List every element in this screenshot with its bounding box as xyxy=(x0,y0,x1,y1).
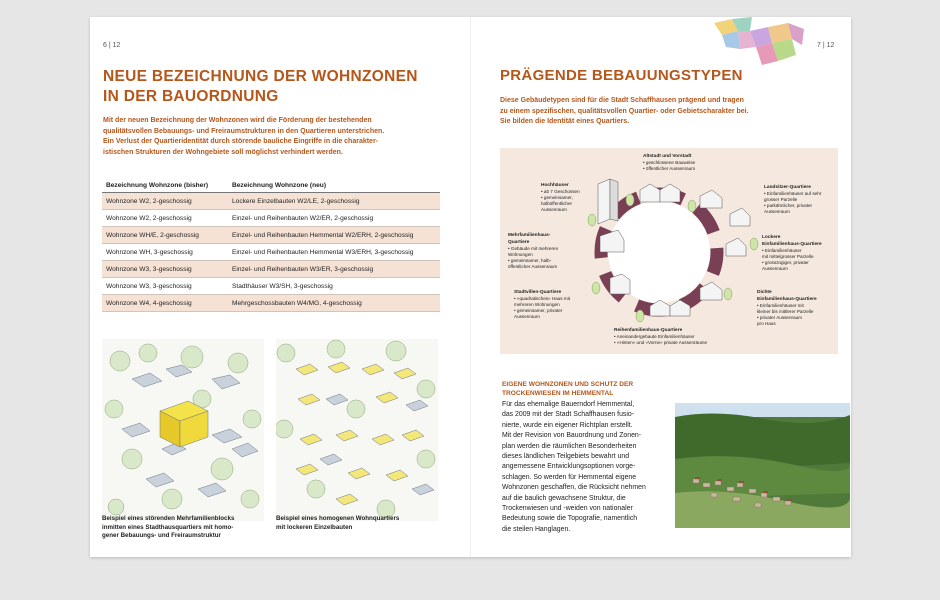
hemmental-aerial-photo xyxy=(675,403,850,528)
label-line: halböffentlicher xyxy=(541,201,573,206)
page-number-right: 7 | 12 xyxy=(817,42,835,49)
label-line: • privater Aussenraum xyxy=(757,315,803,320)
cell-old: Wohnzone W3, 3-geschossig xyxy=(102,278,228,295)
label-line: • Aneinandergebaute Einfamilienhäuser xyxy=(614,334,695,339)
label-hochhaeuser-title: Hochhäuser xyxy=(541,183,569,188)
label-line: Einfamilienhaus-Quartiere xyxy=(762,242,822,247)
cell-old: Wohnzone W2, 2-geschossig xyxy=(102,210,228,227)
brochure-spread xyxy=(90,17,851,557)
body-line: Wohnzonen geschaffen, die Rücksicht nehmen xyxy=(502,484,646,492)
lead-line: Ein Verlust der Quartieridentität durch störende bauliche Eingriffe in die charakter- xyxy=(103,138,379,145)
label-lockere xyxy=(762,234,822,272)
label-dichte-title: Dichte xyxy=(757,290,772,295)
label-line: • Gebäude mit mehreren xyxy=(508,246,559,251)
lead-line: istischen Strukturen der Wohngebiete soll möglichst verhindert werden. xyxy=(103,148,343,156)
lead-line: zu einem spezifischen, qualitätsvollen Quartier- oder Gebietscharakter bei. xyxy=(500,107,749,115)
table-row xyxy=(102,227,440,244)
body-line: Für das ehemalige Bauerndorf Hemmental, xyxy=(502,401,635,408)
body-line: das 2009 mit der Stadt Schaffhausen fusio- xyxy=(502,411,635,419)
cell-new: Einzel- und Reihenbauten W2/ER, 2-geschossig xyxy=(228,210,440,227)
column-header-old: Bezeichnung Wohnzone (bisher) xyxy=(102,179,228,193)
lead-line: Sie bilden die Identität eines Quartiers. xyxy=(500,118,630,125)
label-lockere-title: Lockere xyxy=(762,235,781,240)
subheading-line: EIGENE WOHNZONEN UND SCHUTZ DER xyxy=(502,381,634,388)
caption-line: Beispiel eines homogenen Wohnquartiers xyxy=(276,515,400,522)
label-mehrfamilien xyxy=(508,232,558,270)
label-line: mit mittelgrosser Parzelle xyxy=(762,254,814,259)
label-line: • Einfamilienhäuser mit xyxy=(757,303,804,308)
cell-new: Einzel- und Reihenbauten Hemmental W2/ERH, 2-geschossig xyxy=(228,227,440,244)
label-reihen xyxy=(614,327,707,346)
table-row xyxy=(102,295,440,312)
label-line: Aussenraum xyxy=(541,207,567,212)
illustration-homogeneous-quarter xyxy=(276,339,438,521)
body-line: auf die baulich gewachsene Struktur, die xyxy=(502,494,626,502)
label-line: Wohnungen xyxy=(508,252,533,257)
label-stadtvillen-title: Stadtvillen-Quartiere xyxy=(514,290,562,295)
body-line: schlagen. So werden für Hemmental eigene xyxy=(502,473,637,481)
label-line: • grosszügiger, privater xyxy=(762,260,809,265)
lead-line: qualitätsvollen Bebauungs- und Freiraumstrukturen in den Quartieren unterstrichen. xyxy=(103,127,385,135)
label-line: • geschlossene Bauweise xyxy=(643,160,696,165)
label-line: kleiner bis mittlerer Parzelle xyxy=(757,309,814,314)
label-dichte xyxy=(757,289,817,327)
caption-line: mit lockeren Einzelbauten xyxy=(276,523,353,531)
label-line: • parkähnlicher, privater xyxy=(764,203,813,208)
zone-table xyxy=(102,179,440,312)
label-line: • gemeinsamer, privater xyxy=(514,308,563,313)
page-gutter xyxy=(470,17,471,557)
cell-old: Wohnzone W2, 2-geschossig xyxy=(102,193,228,210)
label-line: • «quadratisches» Haus mit xyxy=(514,296,570,301)
body-line: nierte, wurde ein eigener Richtplan erstellt. xyxy=(502,421,633,429)
label-line: • gemeinsamer, halb- xyxy=(508,258,552,263)
label-stadtvillen xyxy=(514,289,570,320)
table-row xyxy=(102,261,440,278)
cell-old: Wohnzone WH/E, 2-geschossig xyxy=(102,227,228,244)
city-logo-mosaic xyxy=(712,17,810,69)
label-line: pro Haus xyxy=(757,321,776,326)
body-line: die steilen Hanglagen. xyxy=(502,525,571,533)
column-header-new: Bezeichnung Wohnzone (neu) xyxy=(228,179,440,193)
cell-old: Wohnzone W4, 4-geschossig xyxy=(102,295,228,312)
caption-line: inmitten eines Stadthausquartiers mit homo- xyxy=(102,523,234,531)
body-line: Bedeutung sowie die Topografie, namentlich xyxy=(502,515,638,523)
cell-new: Stadthäuser W3/SH, 3-geschossig xyxy=(228,278,440,295)
caption-left xyxy=(102,515,234,541)
label-hochhaeuser xyxy=(541,182,580,213)
label-line: Aussenraum xyxy=(764,209,790,214)
caption-line: gener Bebauungs- und Freiraumstruktur xyxy=(102,532,221,539)
caption-right xyxy=(276,515,399,532)
lead-line: Diese Gebäudetypen sind für die Stadt Schaffhausen prägend und tragen xyxy=(500,97,744,104)
body-line: plan werden die räumlichen Besonderheiten xyxy=(502,442,637,450)
left-lead-paragraph xyxy=(103,116,384,158)
lead-line: Mit der neuen Bezeichnung der Wohnzonen wird die Förderung der bestehenden xyxy=(103,117,372,124)
body-line: dieses ländlichen Teilgebiets bewahrt und xyxy=(502,453,630,461)
label-line: Einfamilienhaus-Quartiere xyxy=(757,297,817,302)
cell-new: Mehrgeschossbauten W4/MG, 4-geschossig xyxy=(228,295,440,312)
label-altstadt-title: Altstadt und Vorstadt xyxy=(643,154,692,159)
cell-new: Einzel- und Reihenbauten W3/ER, 3-geschossig xyxy=(228,261,440,278)
label-line: Aussenraum xyxy=(762,266,788,271)
label-line: grosser Parzelle xyxy=(764,197,798,202)
label-line: • «Hinten» und «Vorne» private Aussenräume xyxy=(614,340,708,345)
caption-line: Beispiel eines störenden Mehrfamilienblocks xyxy=(102,515,235,522)
cell-new: Lockere Einzelbauten W2/LE, 2-geschossig xyxy=(228,193,440,210)
building-types-diagram xyxy=(500,148,838,354)
left-page-title xyxy=(103,67,418,107)
table-header-row xyxy=(102,179,440,193)
table-row xyxy=(102,193,440,210)
body-line: angemessene Entwicklungsoptionen vorge- xyxy=(502,463,636,471)
label-landsitz xyxy=(764,184,821,215)
label-line: öffentlicher Aussenraum xyxy=(508,264,558,269)
cell-new: Einzel- und Reihenbauten Hemmental W3/ERH, 3-geschossig xyxy=(228,244,440,261)
table-row xyxy=(102,244,440,261)
label-line: mehreren Wohnungen xyxy=(514,302,560,307)
cell-old: Wohnzone WH, 3-geschossig xyxy=(102,244,228,261)
illustration-disturbing-block xyxy=(102,339,264,521)
label-line: • ab 7 Geschossen xyxy=(541,189,580,194)
label-line: • öffentlicher Aussenraum xyxy=(643,166,696,171)
table-row xyxy=(102,210,440,227)
label-reihen-title: Reihenfamilienhaus-Quartiere xyxy=(614,328,683,333)
label-line: Quartiere xyxy=(508,240,530,245)
page-number-left: 6 | 12 xyxy=(103,42,121,49)
label-altstadt xyxy=(643,153,695,172)
label-landsitz-title: Landsitzer-Quartiere xyxy=(764,185,811,190)
label-line: • gemeinsamer, xyxy=(541,195,573,200)
label-mehrfamilien-title: Mehrfamilienhaus- xyxy=(508,233,551,238)
right-page-title: PRÄGENDE BEBAUUNGSTYPEN xyxy=(500,67,743,84)
hemmental-body xyxy=(502,400,674,535)
label-line: • Einfamilienhäuser xyxy=(762,248,802,253)
table-row xyxy=(102,278,440,295)
label-line: Aussenraum xyxy=(514,314,540,319)
subheading-line: TROCKENWIESEN IM HEMMENTAL xyxy=(502,390,614,397)
body-line: Trockenwiesen und -weiden von nationaler xyxy=(502,505,633,513)
cell-old: Wohnzone W3, 3-geschossig xyxy=(102,261,228,278)
title-line-1: NEUE BEZEICHNUNG DER WOHNZONEN xyxy=(103,68,418,85)
title-line-2: IN DER BAUORDNUNG xyxy=(103,88,279,105)
right-lead-paragraph xyxy=(500,96,749,128)
hemmental-subheading xyxy=(502,380,633,398)
body-line: Mit der Revision von Bauordnung und Zonen- xyxy=(502,432,642,440)
label-line: • Einfamilienhäuser auf sehr xyxy=(764,191,822,196)
